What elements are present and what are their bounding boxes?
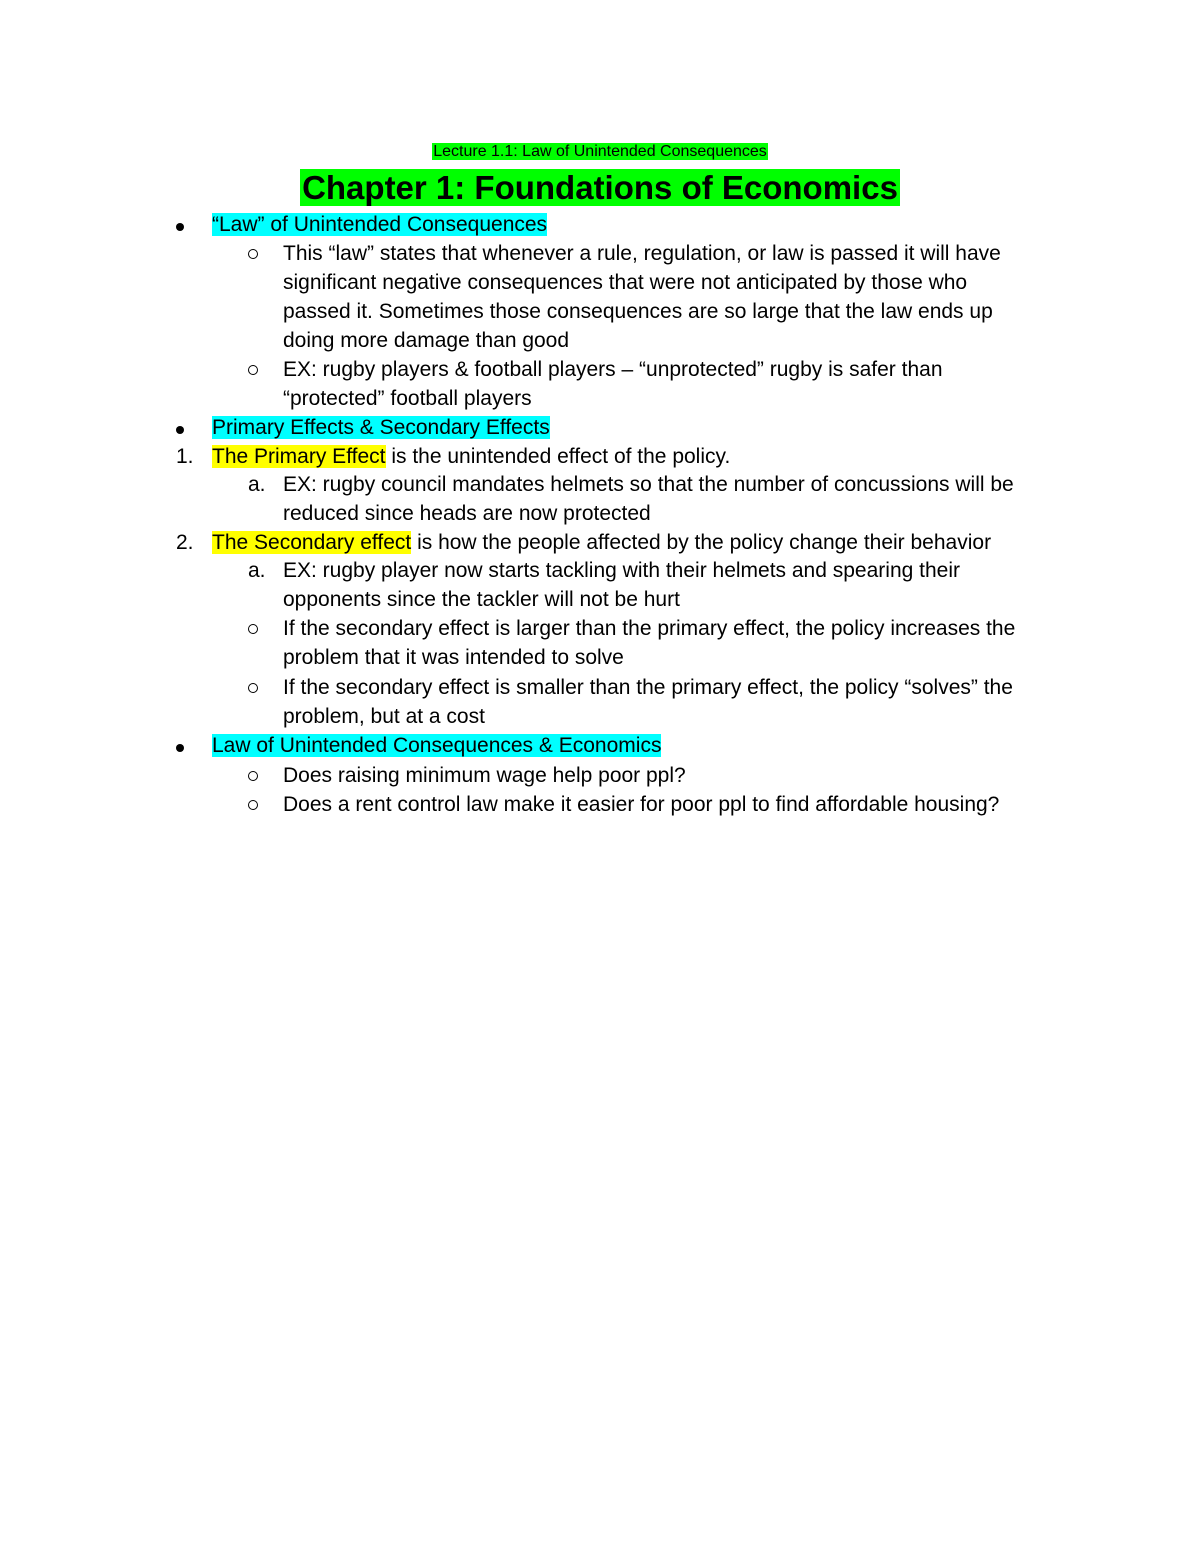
body-line: EX: rugby player now starts tackling with their helmets and spearing their [283, 559, 960, 582]
circle-bullet-icon [248, 365, 258, 375]
body-line: passed it. Sometimes those consequences are so large that the law ends up [283, 300, 993, 323]
list-letter: a. [248, 559, 266, 582]
section-heading-economics [212, 731, 661, 760]
body-line: “protected” football players [283, 387, 532, 410]
chapter-title-text: Chapter 1: Foundations of Economics [302, 169, 898, 206]
circle-bullet-icon [248, 771, 258, 781]
body-line: If the secondary effect is larger than the primary effect, the policy increases the [283, 617, 1016, 640]
body-line: reduced since heads are now protected [283, 502, 651, 525]
body-line: problem that it was intended to solve [283, 646, 624, 669]
body-line: Does a rent control law make it easier for poor ppl to find affordable housing? [283, 793, 1000, 816]
section-heading-text: Primary Effects & Secondary Effects [212, 416, 550, 439]
section-heading-text: Law of Unintended Consequences & Economics [212, 734, 662, 757]
lecture-subtitle [0, 141, 1200, 163]
body-line: If the secondary effect is smaller than the primary effect, the policy “solves” the [283, 676, 1013, 699]
body-line: EX: rugby council mandates helmets so that the number of concussions will be [283, 473, 1014, 496]
bullet-icon [176, 744, 184, 752]
bullet-icon [176, 223, 184, 231]
primary-effect-text: is the unintended effect of the policy. [385, 445, 731, 468]
section-heading-law [212, 210, 547, 239]
body-line: doing more damage than good [283, 329, 570, 352]
primary-effect-highlight: The Primary Effect [212, 445, 386, 468]
chapter-title [0, 166, 1200, 210]
secondary-effect-highlight: The Secondary effect [212, 531, 412, 554]
numbered-item-primary [212, 442, 730, 471]
lecture-subtitle-text: Lecture 1.1: Law of Unintended Consequences [433, 143, 767, 160]
section-heading-effects [212, 413, 550, 442]
body-line: opponents since the tackler will not be hurt [283, 588, 680, 611]
circle-bullet-icon [248, 249, 258, 259]
list-letter: a. [248, 473, 266, 496]
secondary-effect-text: is how the people affected by the policy change their behavior [411, 531, 992, 554]
circle-bullet-icon [248, 624, 258, 634]
body-line: significant negative consequences that were not anticipated by those who [283, 271, 968, 294]
bullet-icon [176, 426, 184, 434]
numbered-item-secondary [212, 528, 991, 557]
list-number: 2. [176, 531, 194, 554]
circle-bullet-icon [248, 683, 258, 693]
body-line: Does raising minimum wage help poor ppl? [283, 764, 686, 787]
body-line: This “law” states that whenever a rule, regulation, or law is passed it will have [283, 242, 1001, 265]
body-line: problem, but at a cost [283, 705, 485, 728]
section-heading-text: “Law” of Unintended Consequences [212, 213, 548, 236]
list-number: 1. [176, 445, 194, 468]
body-line: EX: rugby players & football players – “unprotected” rugby is safer than [283, 358, 943, 381]
circle-bullet-icon [248, 800, 258, 810]
